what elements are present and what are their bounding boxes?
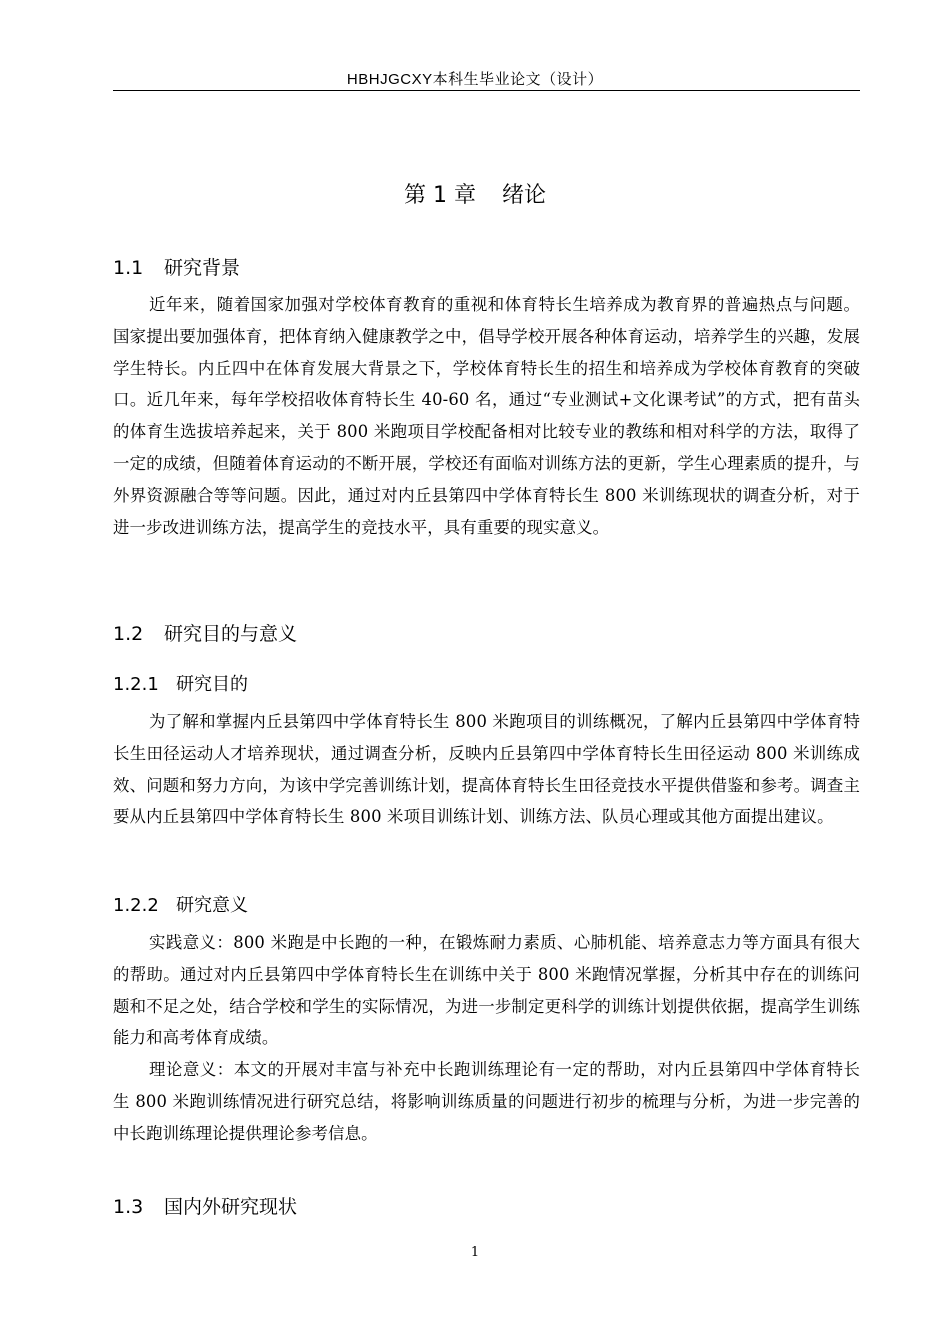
subsection-number: 1.2.2 [113,895,159,916]
section-title: 国内外研究现状 [164,1196,298,1218]
paragraph-purpose: 为了解和掌握内丘县第四中学体育特长生 800 米跑项目的训练概况，了解内丘县第四中学体育特长生田径运动人才培养现状，通过调查分析，反映内丘县第四中学体育特长生田径运动 800 米训练成效、问题和努力方向，为该中学完善训练计划，提高体育特长生田径竞技水平提供借鉴和参考。调查主要从内丘县第四中学体育特长生 800 米项目训练计划、训练方法、队员心理或其他方面提出建议。 [113,712,860,827]
page-number: 1 [470,1245,480,1260]
section-number: 1.1 [113,257,144,279]
page-header: HBHJGCXY本科生毕业论文（设计） [346,71,604,88]
subsection-number: 1.2.1 [113,674,159,695]
section-number: 1.3 [113,1196,144,1218]
section-heading-1-2 [113,619,297,646]
header-rule [113,90,860,91]
subsection-heading-1-2-1 [113,670,248,696]
subsection-title: 研究目的 [176,674,248,695]
section-number: 1.2 [113,623,144,645]
subsection-title: 研究意义 [176,895,248,916]
section-heading-1-3 [113,1192,297,1219]
section-title: 研究目的与意义 [164,623,298,645]
paragraph-theoretical-significance: 理论意义：本文的开展对丰富与补充中长跑训练理论有一定的帮助，对内丘县第四中学体育特长生 800 米跑训练情况进行研究总结，将影响训练质量的问题进行初步的梳理与分析，为进一步完善的中长跑训练理论提供理论参考信息。 [113,1060,860,1143]
section-title: 研究背景 [164,257,241,279]
section-heading-1-1 [113,253,240,280]
paragraph-background: 近年来，随着国家加强对学校体育教育的重视和体育特长生培养成为教育界的普遍热点与问题。国家提出要加强体育，把体育纳入健康教学之中，倡导学校开展各种体育运动，培养学生的兴趣，发展学生特长。内丘四中在体育发展大背景之下，学校体育特长生的招生和培养成为学校体育教育的突破口。近几年来，每年学校招收体育特长生 40-60 名，通过“专业测试+文化课考试”的方式，把有苗头的体育生选拔培养起来，关于 800 米跑项目学校配备相对比较专业的教练和相对科学的方法，取得了一定的成绩，但随着体育运动的不断开展，学校还有面临对训练方法的更新，学生心理素质的提升，与外界资源融合等等问题。因此，通过对内丘县第四中学体育特长生 800 米训练现状的调查分析，对于进一步改进训练方法，提高学生的竞技水平，具有重要的现实意义。 [113,295,860,537]
paragraph-practical-significance: 实践意义：800 米跑是中长跑的一种，在锻炼耐力素质、心肺机能、培养意志力等方面具有很大的帮助。通过对内丘县第四中学体育特长生在训练中关于 800 米跑情况掌握，分析其中存在的训练问题和不足之处，结合学校和学生的实际情况，为进一步制定更科学的训练计划提供依据，提高学生训练能力和高考体育成绩。 [113,933,860,1048]
chapter-title [0,178,950,209]
chapter-number: 第 1 章 [404,183,476,208]
subsection-heading-1-2-2 [113,891,248,917]
chapter-name: 绪论 [501,183,546,208]
